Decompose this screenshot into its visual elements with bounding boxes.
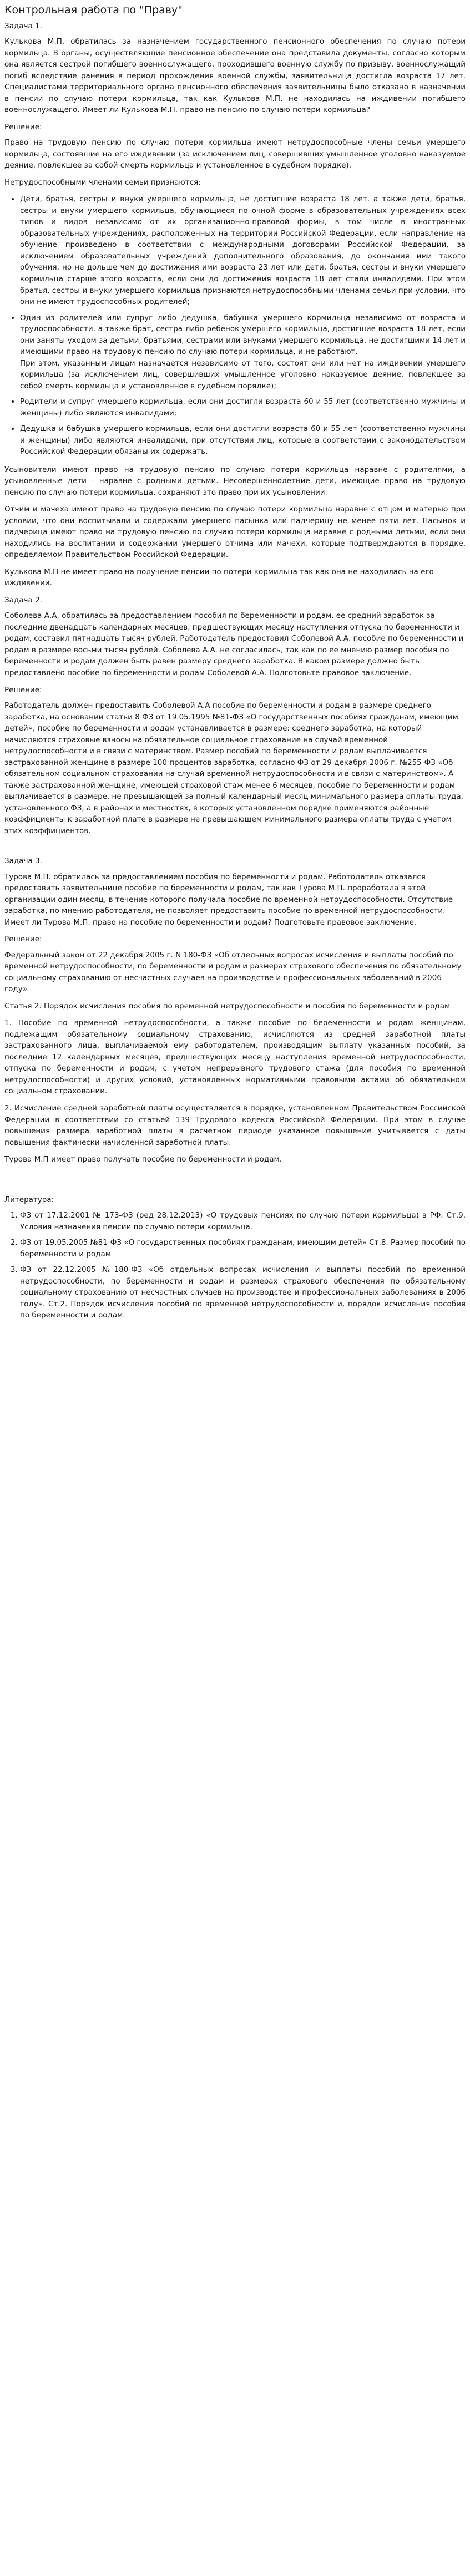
- list-item: 3. ФЗ от 22.12.2005 №180-ФЗ «Об отдельных вопросах исчисления и выплаты пособий по временной нетрудоспособности, по беременности и родам и размерах страхового обеспечения по обязательному социальному страхованию от несчастных случаев на производстве и профессиональных заболеваниях в 2006 году». Ст.2. Порядок исчисления пособий по временной нетрудоспособности и, порядок исчисления пособия по беременности и родам.: [20, 1264, 466, 1321]
- task-2-heading: Задача 2.: [4, 595, 42, 605]
- literature-heading: Литература:: [4, 1195, 54, 1204]
- task-1-heading: Задача 1.: [4, 21, 42, 31]
- literature-list: [4, 1210, 466, 1321]
- page-title: Контрольная работа по "Праву": [4, 4, 183, 16]
- task-1-list: [4, 194, 466, 457]
- literature-section: [4, 1194, 466, 1321]
- task-1-paragraph: Усыновители имеют право на трудовую пенсию по случаю потери кормильца наравне с родителями, а усыновленные дети - наравне с родными детьми. Несовершеннолетние дети, имеющие право на трудовую пенсию по случаю потери кормильца, сохраняют это право при их усыновлении.: [4, 465, 466, 497]
- task-3-text: Турова М.П. обратилась за предоставлением пособия по беременности и родам. Работодатель отказался предоставить заявительнице пособие по беременности и родам, так как Турова М.П. проработала в этой организации один месяц, в течение которого получала пособие по временной нетрудоспособности. Отсутствие заработка, по мнению работодателя, не позволяет предоставить пособие по временной нетрудоспособности. Имеет ли Турова М.П. право на пособие по беременности и родам? Подготовьте правовое заключение.: [4, 872, 453, 927]
- list-item: • Родители и супруг умершего кормильца, если они достигли возраста 60 и 55 лет (соответственно мужчины и женщины) либо являются инвалидами;: [20, 396, 466, 419]
- spacer: [4, 1171, 466, 1191]
- task-2-text: Соболева А.А. обратилась за предоставлением пособия по беременности и родам, ее средний заработок за последние двенадцать календарных месяцев, предшествующих месяцу наступления отпуска по беременности и родам, составил пятнадцать тысяч рублей. Работодатель предоставил Соболевой А.А. пособие по беременности и родам в размере восьми тысяч рублей. Соболева А.А. не согласилась, так как по ее мнению размер пособия по беременности и родам должен быть равен размеру среднего заработка. В каком размере должно быть предоставлено пособие по беременности и родам Соболевой А.А. Подготовьте правовое заключение.: [4, 611, 464, 677]
- list-item: 1. ФЗ от 17.12.2001 № 173-ФЗ (ред 28.12.2013) «О трудовых пенсиях по случаю потери кормильца) в РФ. Ст.9. Условия назначения пенсии по случаю потери кормильца.: [20, 1210, 466, 1233]
- list-item: 2. ФЗ от 19.05.2005 №81-ФЗ «О государственных пособиях гражданам, имеющим детей» Ст.8. Размер пособий по беременности и родам: [20, 1237, 466, 1260]
- task-1-solution-label: Решение:: [4, 122, 42, 131]
- task-3-heading: Задача 3.: [4, 856, 42, 866]
- list-item: • Один из родителей или супруг либо дедушка, бабушка умершего кормильца независимо от возраста и трудоспособности, а также брат, сестра либо ребенок умершего кормильца, достигшие возраста 18 лет, если они заняты уходом за детьми, братьями, сестрами или внуками умершего кормильца, не достигшими 14 лет и имеющими право на трудовую пенсию по случаю потери кормильца, и не работают. При этом, указанным лицам назначается независимо от того, состоят они или нет на иждивении умершего кормильца (за исключением лиц, совершивших умышленное уголовно наказуемое деяние, повлекшее за собой смерть кормильца и установленное в судебном порядке);: [20, 312, 466, 392]
- task-3-paragraph: Федеральный закон от 22 декабря 2005 г. N 180-ФЗ «Об отдельных вопросах исчисления и выплаты пособий по временной нетрудоспособности, по беременности и родам и размерах страхового обеспечения по обязательному социальному страхованию от несчастных случаев на производстве и профессиональных заболеваний в 2006 году»: [4, 950, 462, 994]
- task-2-paragraph: Работодатель должен предоставить Соболевой А.А пособие по беременности и родам в размере среднего заработка, на основании статьи 8 ФЗ от 19.05.1995 №81-ФЗ «О государственных пособиях гражданам, имеющим детей», пособие по беременности и родам устанавливается в размере: среднего заработка, на который начисляются страховые взносы на обязательное социальное страхование на случай временной нетрудоспособности и в связи с материнством. Размер пособий по беременности и родам выплачивается застрахованной женщине в размере 100 процентов заработка, согласно ФЗ от 29 декабря 2006 г. №255-ФЗ «Об обязательном социальном страховании на случай временной нетрудоспособности и в связи с материнством». А также застрахованной женщине, имеющей страховой стаж менее 6 месяцев, пособие по беременности и родам выплачивается в размере, не превышающей за полный календарный месяц минимального размера оплаты труда, установленного ФЗ, а в районах и местностях, в которых установленном порядке применяются районные коэффициенты к заработной плате в размере не превышающем минимального размера оплаты труда с учетом этих коэффициентов.: [4, 701, 463, 835]
- task-2-section: [4, 595, 466, 836]
- task-1-conclusion: Кулькова М.П не имеет право на получение пенсии по потери кормильца так как она не находилась на его иждивении.: [4, 567, 434, 588]
- task-1-paragraph: Отчим и мачеха имеют право на трудовую пенсию по случаю потери кормильца наравне с отцом и матерью при условии, что они воспитывали и содержали умершего пасынка или падчерицу не менее пяти лет. Пасынок и падчерица имеют право на трудовую пенсию по случаю потери кормильца наравне с родными детьми, если они находились на воспитании и содержании умершего отчима или мачехи, которые подтверждаются в порядке, определяемом Правительством Российской Федерации.: [4, 505, 466, 560]
- task-3-solution-label: Решение:: [4, 935, 42, 944]
- list-item: • Дедушка и бабушка умершего кормильца, если они достигли возраста 60 и 55 лет (соответственно мужчины и женщины) либо являются инвалидами, при отсутствии лиц, которые в соответствии с законодательством Российской Федерации обязаны их содержать.: [20, 423, 466, 458]
- task-3-conclusion: Турова М.П имеет право получать пособие по беременности и родам.: [4, 1155, 282, 1164]
- task-1-paragraph: Нетрудоспособными членами семьи признаются:: [4, 178, 201, 187]
- task-3-paragraph: 1. Пособие по временной нетрудоспособности, а также пособие по беременности и родам женщинам, подлежащим обязательному социальному страхованию, исчисляются из средней заработной платы застрахованного лица, выплачиваемой ему работодателем, производящим выплату указанных пособий, за последние 12 календарных месяцев, предшествующих месяцу наступления временной нетрудоспособности, отпуска по беременности и родам, с учетом непрерывного трудового стажа (для пособия по временной нетрудоспособности) и других условий, установленных нормативными правовыми актами об обязательном социальном страховании.: [4, 1018, 466, 1096]
- task-1-paragraph: Право на трудовую пенсию по случаю потери кормильца имеют нетрудоспособные члены семьи умершего кормильца, состоявшие на его иждивении (за исключением лиц, совершивших умышленное уголовно наказуемое деяние, повлекшее за собой смерть кормильца и установленное в судебном порядке).: [4, 138, 466, 170]
- task-3-section: [4, 855, 466, 1165]
- task-3-paragraph: Статья 2. Порядок исчисления пособия по временной нетрудоспособности и пособия по беременности и родам: [4, 1001, 451, 1011]
- list-item: • Дети, братья, сестры и внуки умершего кормильца, не достигшие возраста 18 лет, а также дети, братья, сестры и внуки умершего кормильца, обучающиеся по очной форме в образовательных учреждениях всех типов и видов независимо от их организационно-правовой формы, в том числе в иностранных образовательных учреждениях, расположенных на территории Российской Федерации, если направление на обучение произведено в соответствии с международными договорами Российской Федерации, за исключением образовательных учреждений дополнительного образования, до окончания ими такого обучения, но не дольше чем до достижения ими возраста 23 лет или дети, братья, сестры и внуки умершего кормильца старше этого возраста, если они до достижения возраста 18 лет стали инвалидами. При этом братья, сестры и внуки умершего кормильца признаются нетрудоспособными членами семьи при условии, что они не имеют трудоспособных родителей;: [20, 194, 466, 307]
- spacer: [4, 842, 466, 852]
- task-1-section: [4, 21, 466, 589]
- task-2-solution-label: Решение:: [4, 685, 42, 694]
- task-1-text: Кулькова М.П. обратилась за назначением государственного пенсионного обеспечения по случаю потери кормильца. В органы, осуществляющие пенсионное обеспечение она представила документы, согласно которым она является сестрой погибшего военнослужащего, проходившего военную службу по призыву, военнослужащий погиб вследствие ранения в период прохождения военной службы, заявительница достигла возраста 17 лет. Специалистами территориального органа пенсионного обеспечения заявительницы было отказано в назначении в пенсии по случаю потери кормильца, так как Кулькова М.П. не находилась на иждивении погибшего военнослужащего. Имеет ли Кулькова М.П. право на пенсию по случаю потери кормильца?: [4, 37, 466, 115]
- task-3-paragraph: 2. Исчисление средней заработной платы осуществляется в порядке, установленном Правительством Российской Федерации в соответствии со статьей 139 Трудового кодекса Российской Федерации. При этом в случае повышения размера заработной платы в расчетном периоде указанное повышение учитывается с даты повышения фактически начисленной заработной платы.: [4, 1104, 466, 1147]
